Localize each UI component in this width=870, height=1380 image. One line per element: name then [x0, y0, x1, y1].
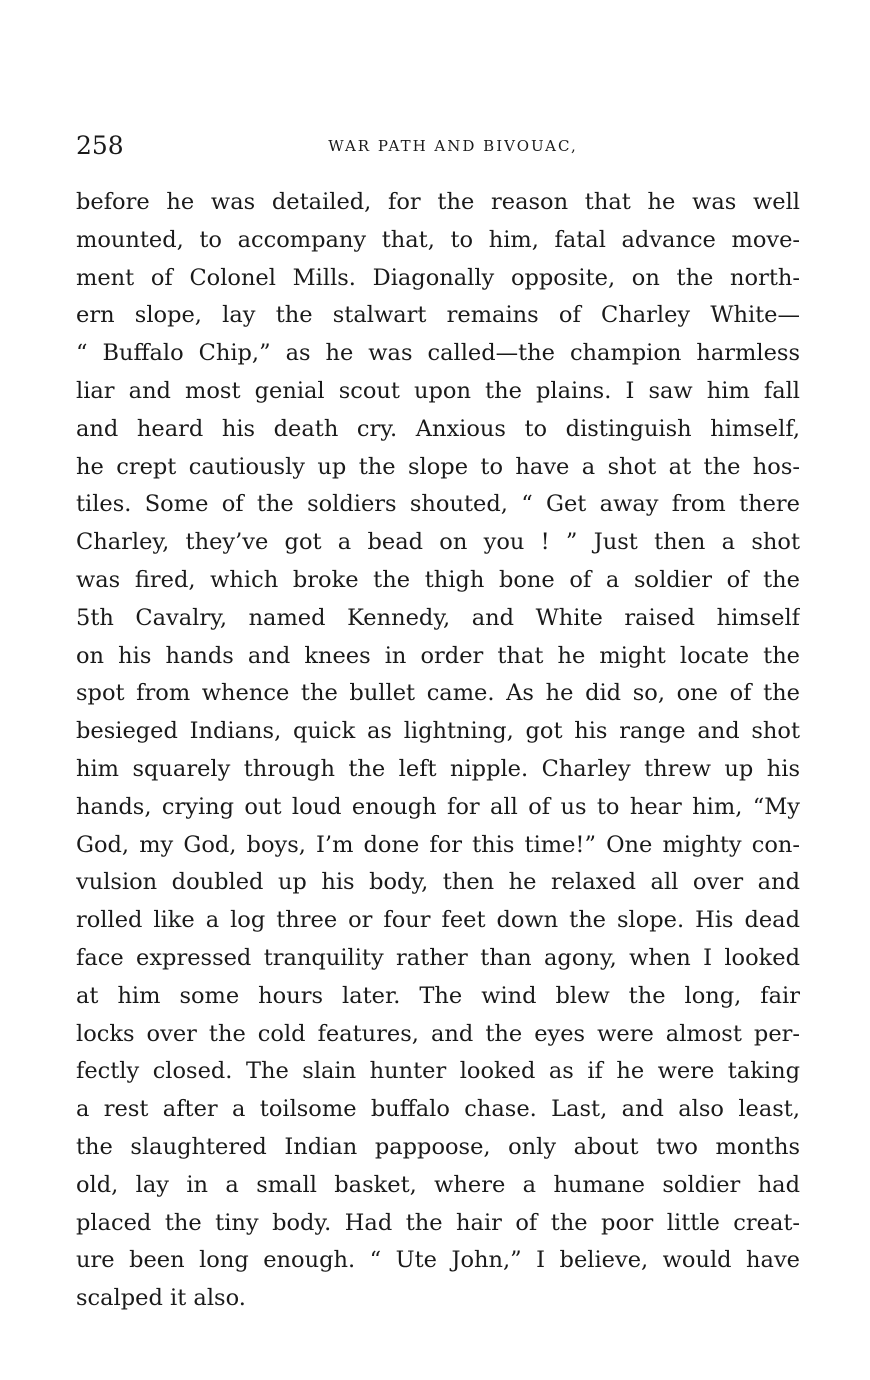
text-line: at him some hours later. The wind blew the long, fair: [76, 982, 800, 1009]
text-line: “ Buffalo Chip,” as he was called—the champion harmless: [76, 340, 800, 367]
text-line: a rest after a toilsome buffalo chase. Last, and also least,: [76, 1096, 800, 1123]
text-line: ern slope, lay the stalwart remains of Charley White—: [76, 302, 800, 329]
text-line: and heard his death cry. Anxious to distinguish himself,: [76, 415, 800, 442]
text-line: before he was detailed, for the reason that he was well: [76, 189, 800, 215]
text-line: hands, crying out loud enough for all of us to hear him, “My: [76, 793, 800, 820]
text-line: placed the tiny body. Had the hair of the poor little creat-: [76, 1209, 800, 1236]
text-line: rolled like a log three or four feet down the slope. His dead: [76, 907, 800, 934]
text-line: Charley, they’ve got a bead on you ! ” Just then a shot: [76, 529, 800, 556]
running-head: [76, 130, 800, 162]
text-line: the slaughtered Indian pappoose, only about two months: [76, 1133, 800, 1160]
text-line: he crept cautiously up the slope to have a shot at the hos-: [76, 453, 800, 480]
text-line: ment of Colonel Mills. Diagonally opposite, on the north-: [76, 264, 800, 291]
body-text: [76, 184, 800, 1318]
text-line: face expressed tranquility rather than agony, when I looked: [76, 944, 800, 971]
text-line: besieged Indians, quick as lightning, got his range and shot: [76, 718, 800, 745]
text-line: was fired, which broke the thigh bone of a soldier of the: [76, 566, 800, 593]
text-line: spot from whence the bullet came. As he did so, one of the: [76, 680, 800, 707]
text-line: ure been long enough. “ Ute John,” I believe, would have: [76, 1247, 800, 1274]
text-line: scalped it also.: [76, 1285, 246, 1312]
text-line: fectly closed. The slain hunter looked as if he were taking: [76, 1058, 800, 1085]
text-line: mounted, to accompany that, to him, fatal advance move-: [76, 226, 800, 253]
text-line: locks over the cold features, and the eyes were almost per-: [76, 1020, 800, 1047]
text-line: liar and most genial scout upon the plains. I saw him fall: [76, 377, 800, 404]
text-line: old, lay in a small basket, where a humane soldier had: [76, 1171, 800, 1198]
text-line: 5th Cavalry, named Kennedy, and White raised himself: [76, 604, 800, 631]
text-line: vulsion doubled up his body, then he relaxed all over and: [76, 869, 800, 896]
text-line: God, my God, boys, I’m done for this time!” One mighty con-: [76, 831, 800, 858]
running-title: WAR PATH AND BIVOUAC,: [328, 137, 578, 155]
text-line: him squarely through the left nipple. Charley threw up his: [76, 755, 800, 782]
page-number: 258: [76, 131, 124, 160]
text-line: on his hands and knees in order that he might locate the: [76, 642, 800, 669]
text-line: tiles. Some of the soldiers shouted, “ Get away from there: [76, 491, 800, 518]
